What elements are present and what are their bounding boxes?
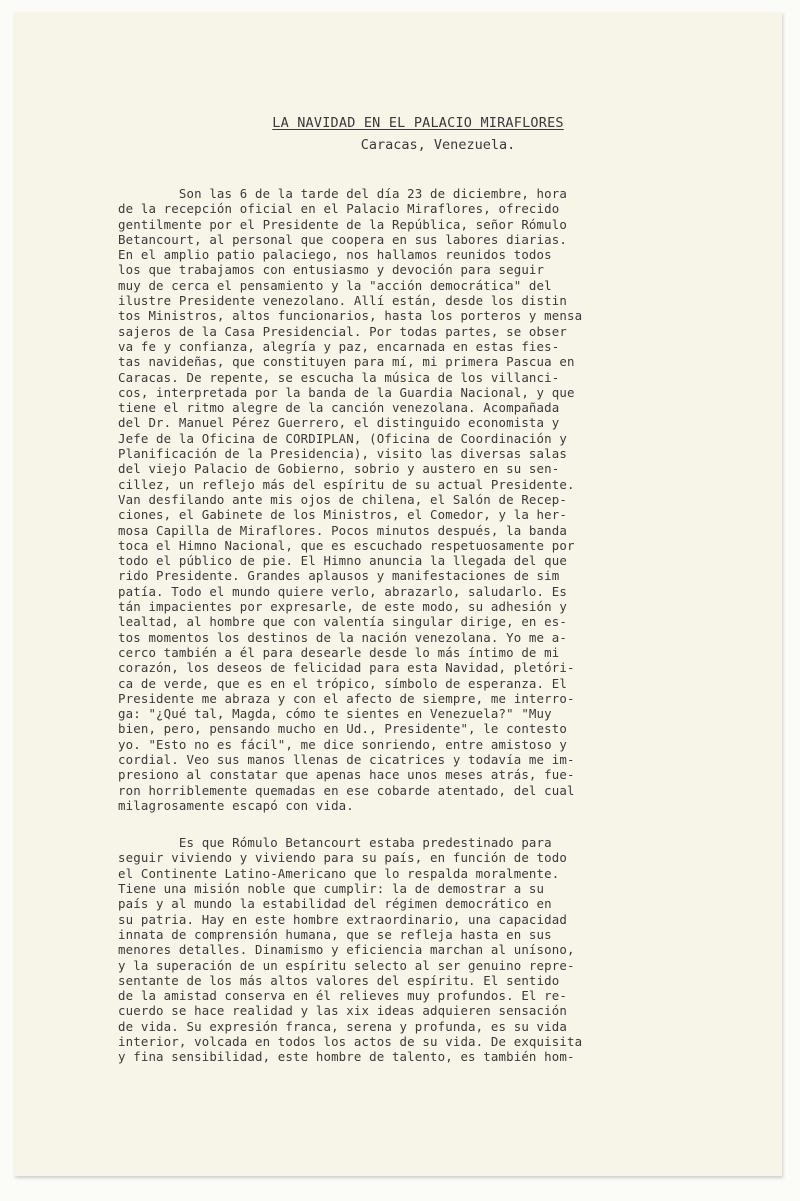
paragraph-1: Son las 6 de la tarde del día 23 de diciembre, hora de la recepción oficial en el Palacio Miraflores, ofrecido gentilmente por el Presidente de la República, señor Rómulo Betancourt, al personal que coopera en sus labores diarias. En el amplio patio palaciego, nos hallamos reunidos todos los que trabajamos con entusiasmo y devoción para seguir muy de cerca el pensamiento y la "acción democrática" del ilustre Presidente venezolano. Allí están, desde los distin tos Ministros, altos funcionarios, hasta los porteros y mensa sajeros de la Casa Presidencial. Por todas partes, se obser va fe y confianza, alegría y paz, encarnada en estas fies- tas navideñas, que constituyen para mí, mi primera Pascua en Caracas. De repente, se escucha la música de los villanci- cos, interpretada por la banda de la Guardia Nacional, y que tiene el ritmo alegre de la canción venezolana. Acompañada del Dr. Manuel Pérez Guerrero, el distinguido economista y Jefe de la Oficina de CORDIPLAN, (Oficina de Coordinación y Planificación de la Presidencia), visito las diversas salas del viejo Palacio de Gobierno, sobrio y austero en su sen- cillez, un reflejo más del espíritu de su actual Presidente. Van desfilando ante mis ojos de chilena, el Salón de Recep- ciones, el Gabinete de los Ministros, el Comedor, y la her- mosa Capilla de Miraflores. Pocos minutos después, la banda toca el Himno Nacional, que es escuchado respetuosamente por todo el público de pie. El Himno anuncia la llegada del que rido Presidente. Grandes aplausos y manifestaciones de sim patía. Todo el mundo quiere verlo, abrazarlo, saludarlo. Es tán impacientes por expresarle, de este modo, su adhesión y lealtad, al hombre que con valentía singular dirige, en es- tos momentos los destinos de la nación venezolana. Yo me a- cerco también a él para desearle desde lo más íntimo de mi corazón, los deseos de felicidad para esta Navidad, pletóri- ca de verde, que es en el trópico, símbolo de esperanza. El Presidente me abraza y con el afecto de siempre, me interro- ga: "¿Qué tal, Magda, cómo te sientes en Venezuela?" "Muy bien, pero, pensando mucho en Ud., Presidente", le contesto yo. "Esto no es fácil", me dice sonriendo, entre amistoso y cordial. Veo sus manos llenas de cicatrices y todavía me im- presiono al constatar que apenas hace unos meses atrás, fue- ron horriblemente quemadas en ese cobarde atentado, del cual milagrosamente escapó con vida. <box>118 186 583 813</box>
document-title <box>118 112 718 134</box>
document-title-text: LA NAVIDAD EN EL PALACIO MIRAFLORES <box>272 115 564 131</box>
document-subtitle: Caracas, Venezuela. <box>360 137 516 153</box>
document-body <box>118 112 718 1065</box>
paragraph-2: Es que Rómulo Betancourt estaba predestinado para seguir viviendo y viviendo para su país, en función de todo el Continente Latino-Americano que lo respalda moralmente. Tiene una misión noble que cumplir: la de demostrar a su país y al mundo la estabilidad del régimen democrático en su patria. Hay en este hombre extraordinario, una capacidad innata de comprensión humana, que se refleja hasta en sus menores detalles. Dinamismo y eficiencia marchan al unísono, y la superación de un espíritu selecto al ser genuino repre- sentante de los más altos valores del espíritu. El sentido de la amistad conserva en él relieves muy profundos. El re- cuerdo se hace realidad y las xix ideas adquieren sensación de vida. Su expresión franca, serena y profunda, es su vida interior, volcada en todos los actos de su vida. De exquisita y fina sensibilidad, este hombre de talento, es también hom- <box>118 835 583 1065</box>
